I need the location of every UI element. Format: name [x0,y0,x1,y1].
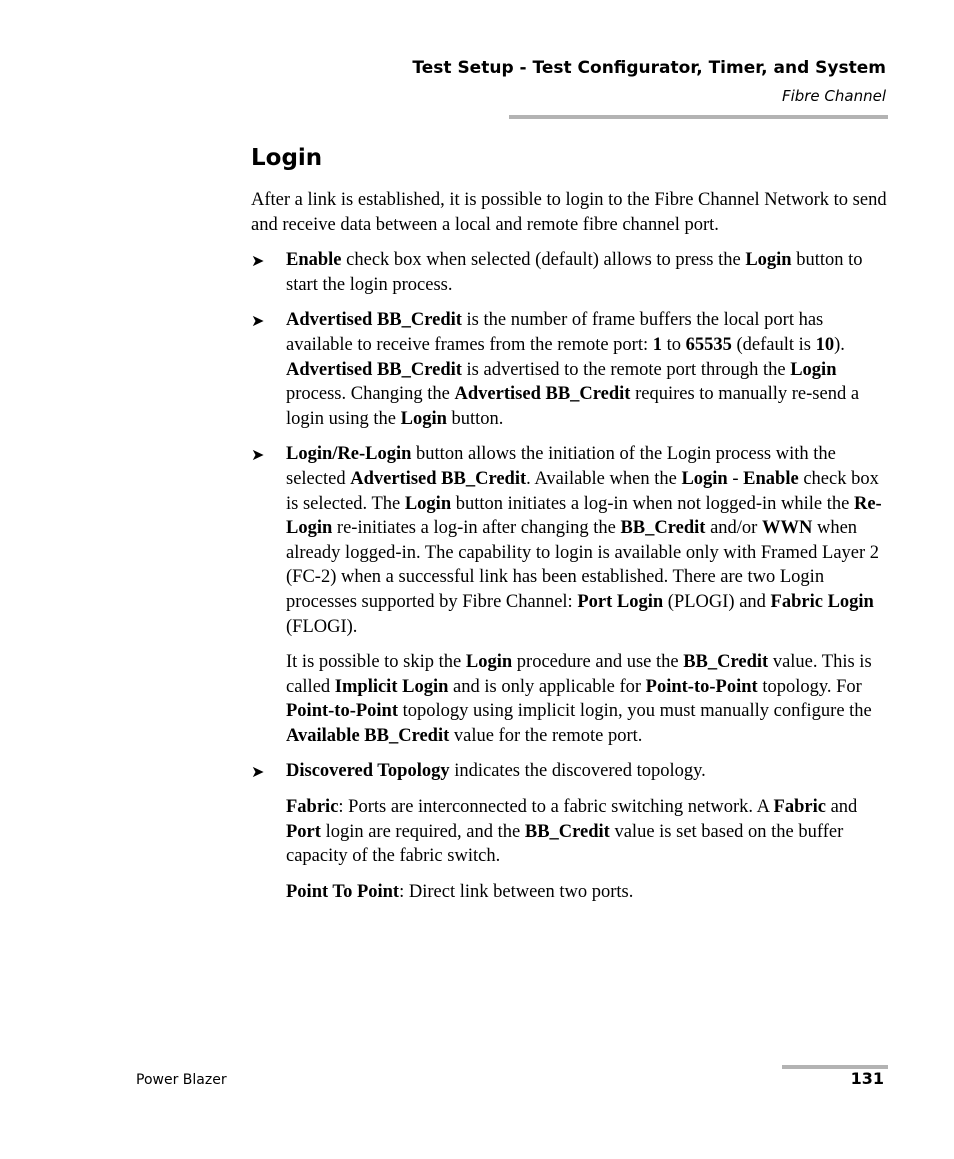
bullet-item [251,308,887,431]
text-run: value. This is called [286,652,872,697]
text-run: - [727,468,744,489]
bold-term: 10 [815,334,835,355]
text-run: is advertised to the remote port through the [461,359,791,380]
text-run: : Direct link between two ports. [399,881,634,902]
bullet-subparagraph [286,880,887,905]
bold-term: Port [286,821,321,842]
bold-term: Port Login [577,591,664,612]
text-run: (FLOGI). [286,616,358,637]
text-run: requires to manually re-send a login using the [286,384,860,429]
text-run: procedure and use the [512,652,684,673]
bold-term: Login [790,359,837,380]
bold-term: BB_Credit [683,652,769,673]
text-run: and [825,797,858,818]
bold-term: BB_Credit [524,821,610,842]
text-run: topology. For [757,676,862,697]
bold-term: Enable [286,250,342,271]
text-run: . Available when the [526,468,682,489]
bold-term: Advertised BB_Credit [454,384,631,405]
text-run: : Ports are interconnected to a fabric switching network. A [338,797,774,818]
bullet-subparagraph [286,650,887,748]
text-run: It is possible to skip the [286,652,466,673]
arrow-bullet-icon: ➤ [251,253,265,271]
bold-term: Point To Point [286,881,400,902]
text-run: button to start the login process. [286,250,863,295]
bold-term: Login [681,468,728,489]
bullet-paragraph [286,759,887,784]
bold-term: 1 [652,334,662,355]
bullet-item [251,759,887,904]
bold-term: Advertised BB_Credit [286,310,462,331]
arrow-bullet-icon: ➤ [251,764,265,782]
bullet-paragraph [286,442,887,639]
bold-term: Point-to-Point [645,676,758,697]
bullet-paragraph [286,308,887,431]
bold-term: Fabric Login [770,591,874,612]
text-run: is the number of frame buffers the local port has available to receive frames from the remote port: [286,310,824,355]
text-run: process. Changing the [286,384,455,405]
bold-term: 65535 [685,334,732,355]
bullet-subparagraph [286,795,887,869]
text-run: value for the remote port. [449,725,643,746]
running-header-title: Test Setup - Test Configurator, Timer, and System [412,58,886,78]
text-run: indicates the discovered topology. [449,761,706,782]
intro-paragraph: After a link is established, it is possible to login to the Fibre Channel Network to send and receive data between a local and remote fibre channel port. [251,190,887,235]
text-run: (PLOGI) and [663,591,771,612]
header-rule [509,115,888,119]
text-run: check box is selected. The [286,468,879,514]
bold-term: Login [404,493,452,514]
text-run: value is set based on the buffer capacity of the fabric switch. [286,821,844,867]
bullet-item [251,248,887,297]
bold-term: Login/Re-Login [286,444,412,465]
bold-term: Discovered Topology [286,761,450,782]
bold-term: Enable [743,468,799,489]
text-run: button. [446,408,504,429]
page-number: 131 [850,1069,884,1088]
text-run: and is only applicable for [448,676,646,697]
bullet-list [251,248,887,904]
bold-term: BB_Credit [620,518,706,539]
text-run: ). [834,334,845,355]
bold-term: Available BB_Credit [286,725,450,746]
bold-term: Advertised BB_Credit [286,359,462,380]
bullet-paragraph [286,248,887,297]
bold-term: Login [400,408,447,429]
text-run: when already logged-in. The capability to login is available only with Framed Layer 2 (FC-2) when a successful link has been established. There are two Login processes supported by Fibre Channel: [286,518,880,612]
arrow-bullet-icon: ➤ [251,447,265,465]
text-run: check box when selected (default) allows to press the [341,250,746,271]
bold-term: Re-Login [286,493,882,539]
bullet-item [251,442,887,748]
bold-term: Fabric [286,797,339,818]
bold-term: WWN [761,518,813,539]
bold-term: Login [745,250,792,271]
bold-term: Login [465,652,513,673]
text-run: button initiates a log-in when not logged-in while the [451,493,854,514]
text-run: re-initiates a log-in after changing the [332,518,621,539]
text-run: and/or [705,518,762,539]
section-title: Login [251,145,323,171]
text-run: to [662,334,686,355]
bold-term: Implicit Login [334,676,449,697]
footer-product-name: Power Blazer [136,1072,227,1088]
bold-term: Fabric [773,797,826,818]
section-body [251,188,887,915]
text-run: login are required, and the [320,821,525,842]
bold-term: Advertised BB_Credit [350,468,527,489]
bold-term: Point-to-Point [286,701,399,722]
arrow-bullet-icon: ➤ [251,313,265,331]
text-run: topology using implicit login, you must manually configure the [398,701,872,722]
text-run: (default is [731,334,816,355]
text-run: button allows the initiation of the Login process with the selected [286,444,836,489]
running-header-subtitle: Fibre Channel [781,87,886,105]
